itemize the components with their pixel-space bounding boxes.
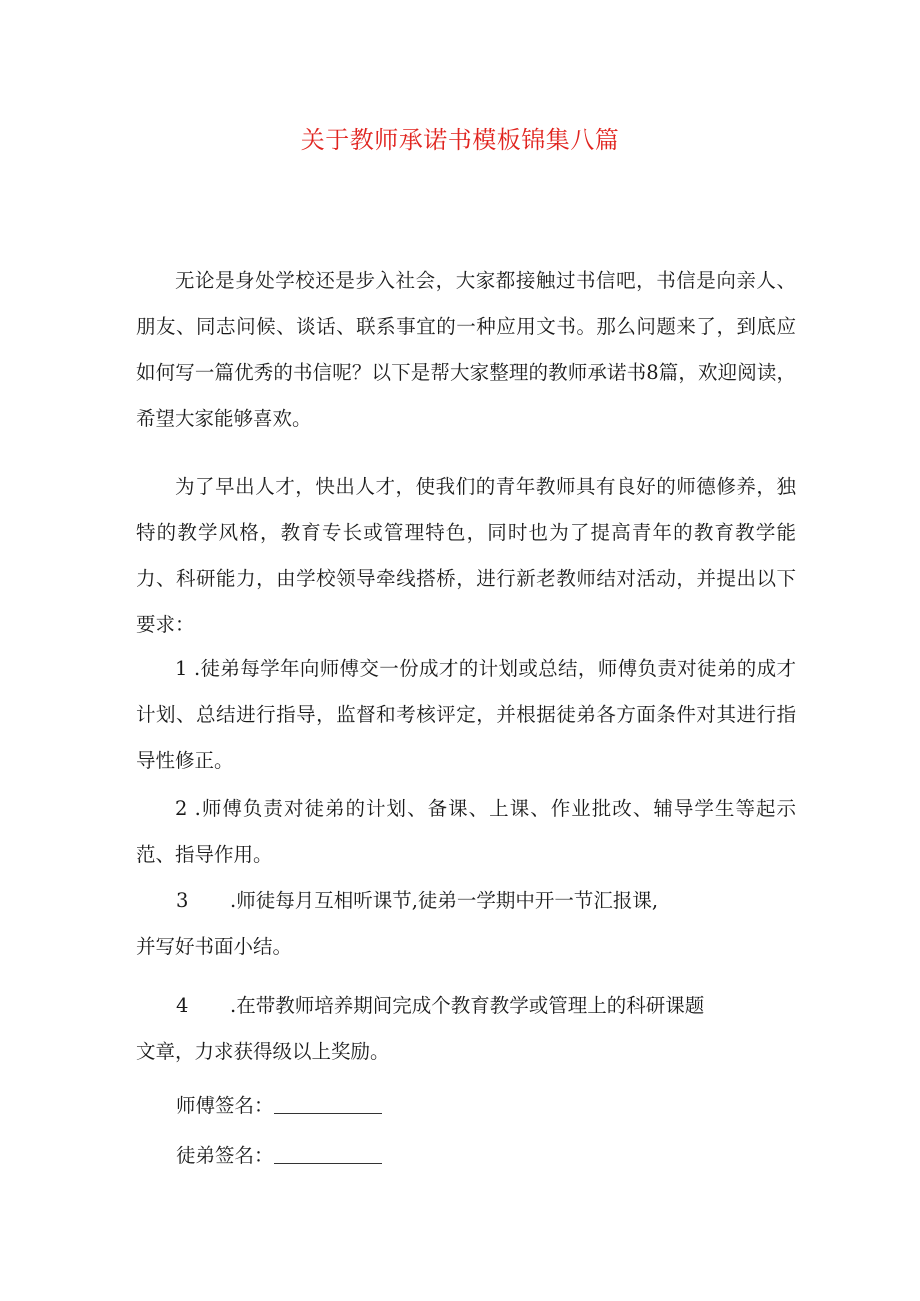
requirement-item-2 [136,786,796,878]
purpose-text: 为了早出人才，快出人才，使我们的青年教师具有良好的师德修养，独特的教学风格，教育专长或管理特色，同时也为了提高青年的教育教学能力、科研能力，由学校领导牵线搭桥，进行新老教师结对活动，并提出以下要求： [136,475,796,636]
mentor-signature-line [176,1083,382,1129]
intro-paragraph [136,258,796,442]
requirement-text: .师徒每月互相听课节,徒弟一学期中开一节汇报课, [230,889,659,912]
requirement-text: 并写好书面小结。 [136,935,293,958]
requirement-text: .在带教师培养期间完成个教育教学或管理上的科研课题 [230,994,705,1017]
purpose-paragraph [136,464,796,648]
requirement-text: 2 .师傅负责对徒弟的计划、备课、上课、作业批改、辅导学生等起示范、指导作用。 [136,797,796,866]
signature-label: 师傅签名： [176,1094,274,1117]
requirement-text: 文章，力求获得级以上奖励。 [136,1040,390,1063]
requirement-item-1 [136,646,796,784]
item-number: 4 [176,994,189,1017]
document-title: 关于教师承诺书模板锦集八篇 [300,126,620,154]
signature-blank [274,1143,382,1164]
requirement-text: 1 .徒弟每学年向师傅交一份成才的计划或总结，师傅负责对徒弟的成才计划、总结进行指导，监督和考核评定，并根据徒弟各方面条件对其进行指导性修正。 [136,657,796,772]
requirement-item-3-continued [136,924,292,970]
requirement-item-4 [176,983,704,1029]
requirement-item-3 [176,878,658,924]
signature-label: 徒弟签名： [176,1144,274,1167]
signature-blank [274,1093,382,1114]
item-number: 3 [176,889,189,912]
requirement-item-4-continued [136,1029,390,1075]
intro-text: 无论是身处学校还是步入社会，大家都接触过书信吧，书信是向亲人、朋友、同志问候、谈话、联系事宜的一种应用文书。那么问题来了，到底应如何写一篇优秀的书信呢？以下是帮大家整理的教师承诺书8篇，欢迎阅读，希望大家能够喜欢。 [136,269,796,430]
apprentice-signature-line [176,1133,382,1179]
